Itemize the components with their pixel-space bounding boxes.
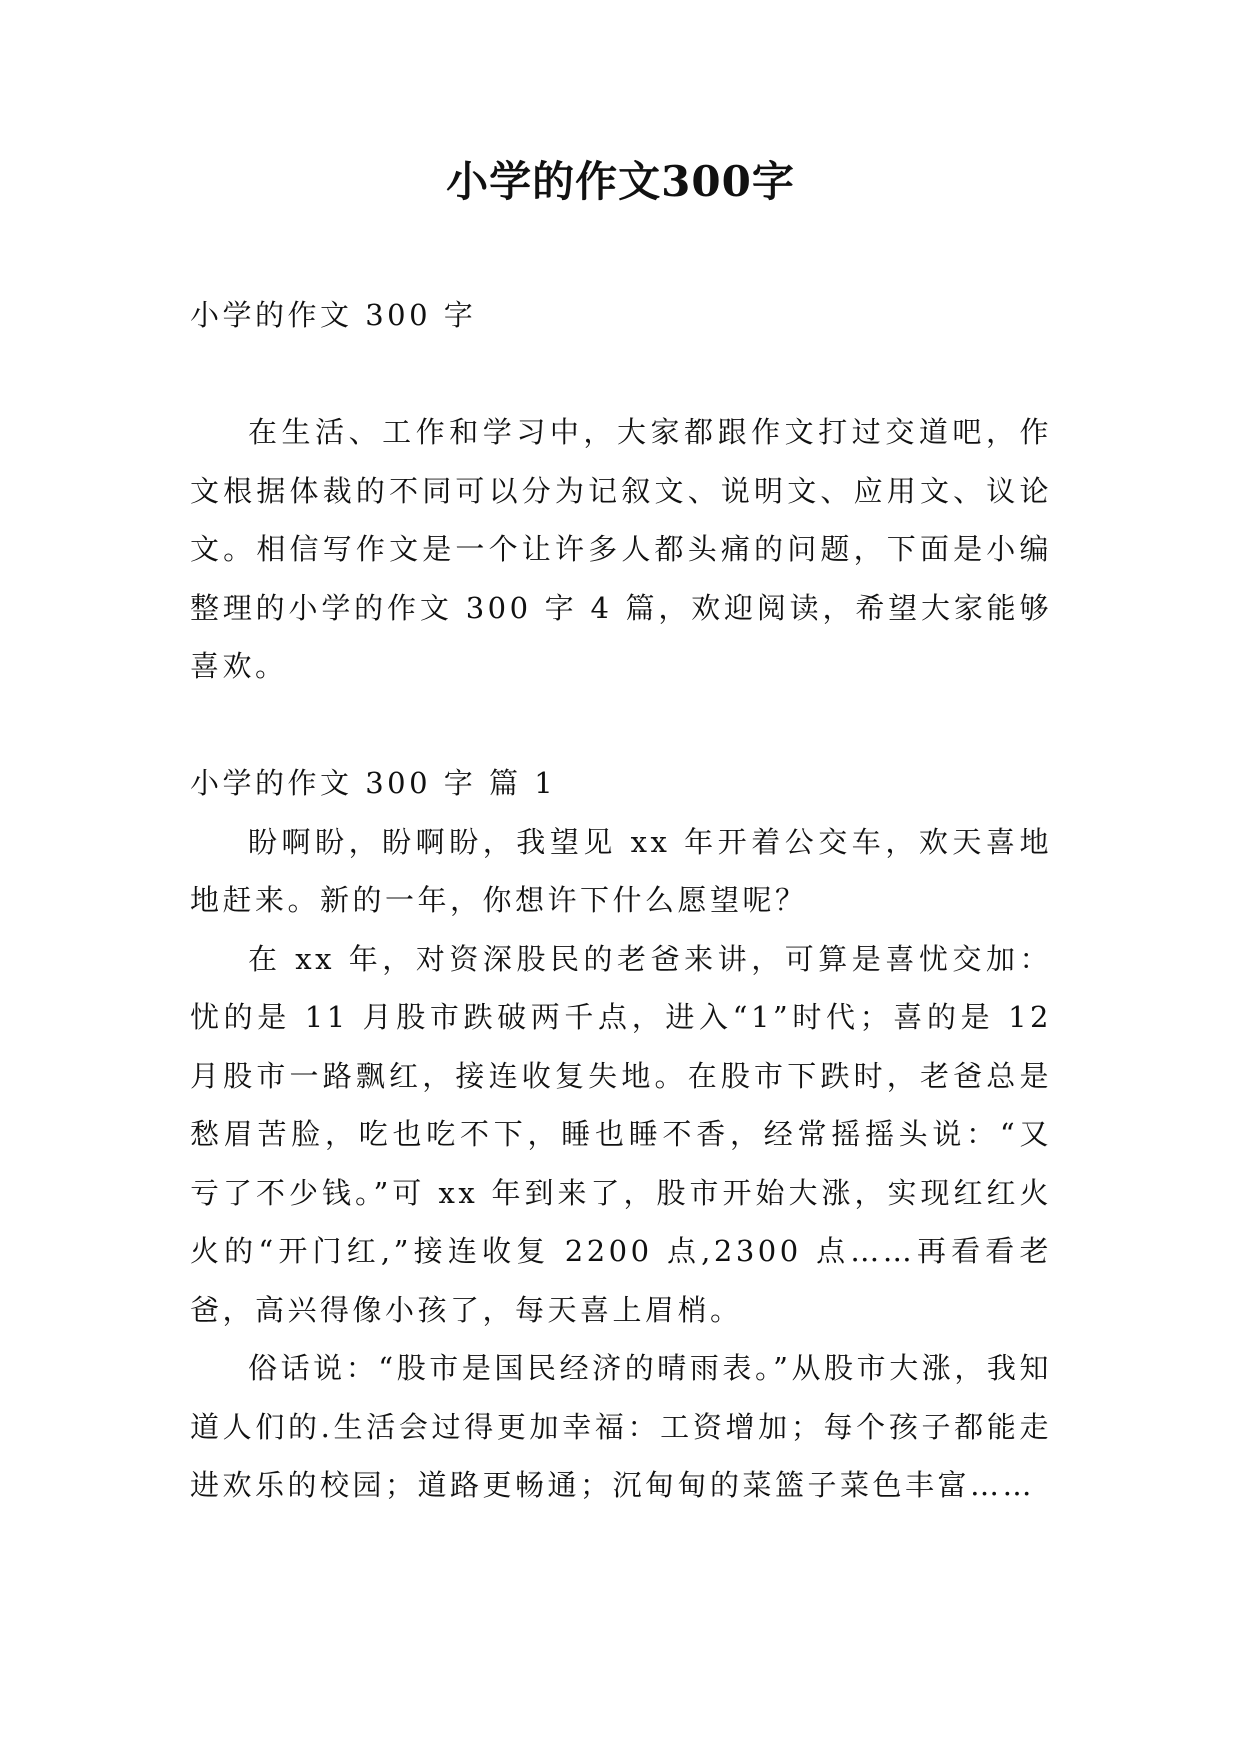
document-title: 小学的作文300字 [446,157,795,206]
paragraph-1: 盼啊盼，盼啊盼，我望见 xx 年开着公交车，欢天喜地地赶来。新的一年，你想许下什么愿望呢？ [190,824,1052,917]
document-body [190,286,1052,1515]
spacer [190,345,1052,404]
paragraph-2: 在 xx 年，对资深股民的老爸来讲，可算是喜忧交加：忧的是 11 月股市跌破两千点，进入“1”时代；喜的是 12 月股市一路飘红，接连收复失地。在股市下跌时，老爸总是愁眉苦脸，吃也吃不下，睡也睡不香，经常摇摇头说：“又亏了不少钱。”可 xx 年到来了，股市开始大涨，实现红红火火的“开门红,”接连收复 2200 点,2300 点……再看看老爸，高兴得像小孩了，每天喜上眉梢。 [190,941,1052,1327]
document-subtitle: 小学的作文 300 字 [190,298,477,332]
section-heading: 小学的作文 300 字 篇 1 [190,766,557,800]
spacer [190,696,1052,755]
paragraph-3: 俗话说：“股市是国民经济的晴雨表。”从股市大涨，我知道人们的.生活会过得更加幸福：工资增加；每个孩子都能走进欢乐的校园；道路更畅通；沉甸甸的菜篮子菜色丰富…… [190,1351,1052,1502]
intro-paragraph: 在生活、工作和学习中，大家都跟作文打过交道吧，作文根据体裁的不同可以分为记叙文、说明文、应用文、议论文。相信写作文是一个让许多人都头痛的问题，下面是小编整理的小学的作文 300 字 4 篇，欢迎阅读，希望大家能够喜欢。 [190,415,1052,683]
